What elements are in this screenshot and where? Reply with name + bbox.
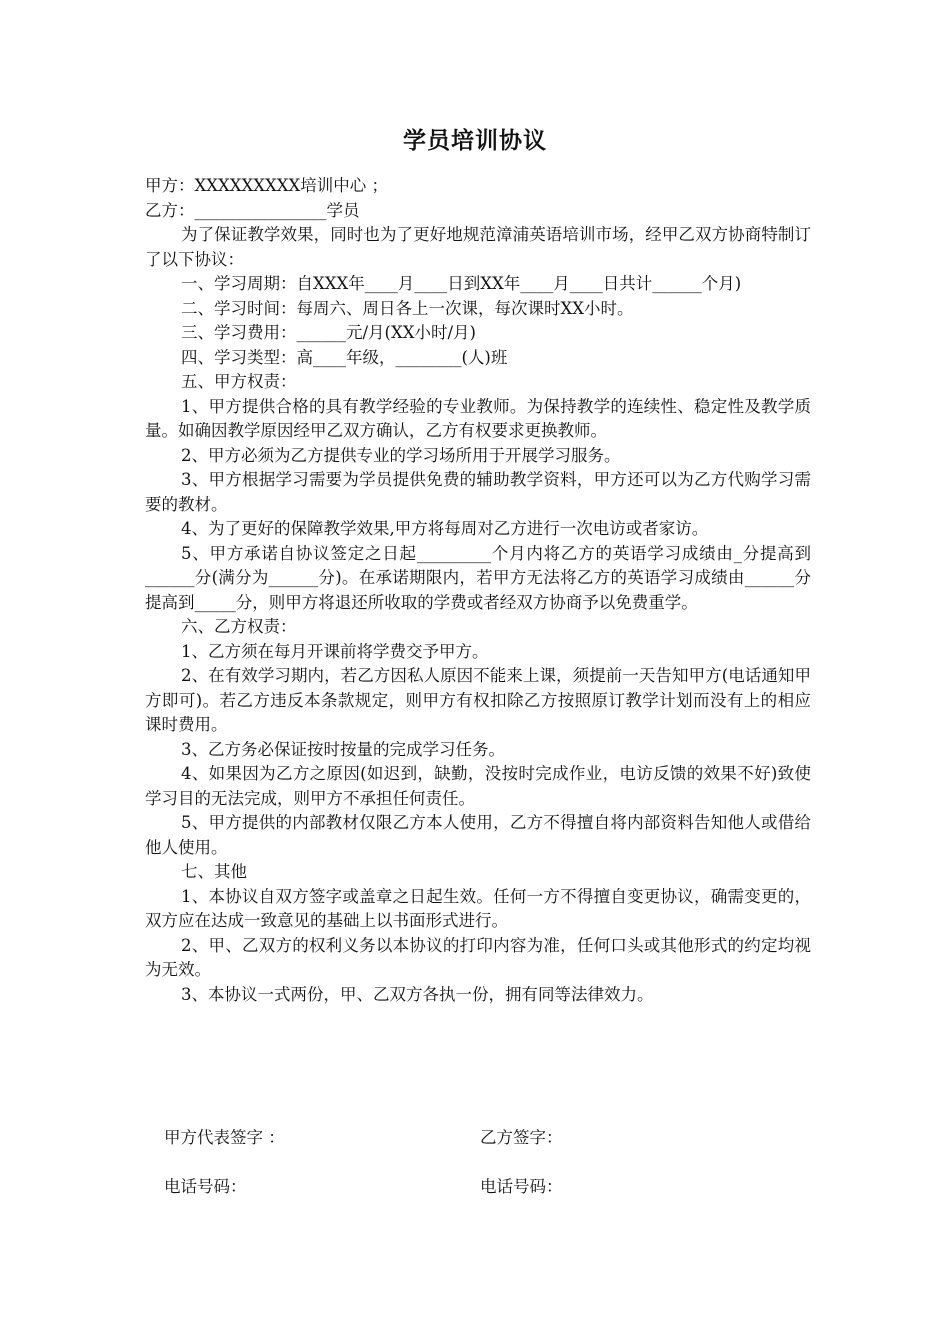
section-heading-party-b: 六、乙方权责： bbox=[181, 617, 297, 636]
party-b-clause-2: 2、在有效学习期内，若乙方因私人原因不能来上课，须提前一天告知甲方(电话通知甲方即可)。若乙方违反本条款规定，则甲方有权扣除乙方按照原订教学计划而没有上的相应课时费用。 bbox=[145, 666, 811, 734]
party-b-clause-5: 5、甲方提供的内部教材仅限乙方本人使用，乙方不得擅自将内部资料告知他人或借给他人使用。 bbox=[145, 813, 811, 857]
party-b-clause-3: 3、乙方务必保证按时按量的完成学习任务。 bbox=[181, 739, 505, 759]
party-b-phone-label: 电话号码： bbox=[480, 1177, 563, 1196]
party-a-clause-3: 3、甲方根据学习需要为学员提供免费的辅助教学资料，甲方还可以为乙方代购学习需要的教材。 bbox=[145, 470, 811, 514]
other-clause-3: 3、本协议一式两份，甲、乙双方各执一份，拥有同等法律效力。 bbox=[181, 984, 654, 1004]
party-a-signature-label: 甲方代表签字 ： bbox=[164, 1128, 285, 1147]
party-a-clause-1: 1、甲方提供合格的具有教学经验的专业教师。为保持教学的连续性、稳定性及教学质量。如确因教学原因经甲乙双方确认，乙方有权要求更换教师。 bbox=[145, 396, 811, 440]
clause-study-time: 二、学习时间：每周六、周日各上一次课，每次课时XX小时。 bbox=[181, 298, 634, 318]
party-a-phone-label: 电话号码： bbox=[164, 1177, 247, 1196]
intro-paragraph: 为了保证教学效果，同时也为了更好地规范漳浦英语培训市场，经甲乙双方协商特制订了以下协议： bbox=[145, 225, 811, 269]
party-b-clause-4: 4、如果因为乙方之原因(如迟到，缺勤，没按时完成作业，电访反馈的效果不好)致使学习目的无法完成，则甲方不承担任何责任。 bbox=[145, 764, 811, 808]
document-title: 学员培训协议 bbox=[403, 128, 547, 154]
party-b-clause-1: 1、乙方须在每月开课前将学费交予甲方。 bbox=[181, 641, 489, 661]
party-a-clause-4: 4、为了更好的保障教学效果,甲方将每周对乙方进行一次电访或者家访。 bbox=[181, 519, 709, 538]
party-b-signature-label: 乙方签字： bbox=[480, 1128, 563, 1147]
party-b-line: 乙方：________________学员 bbox=[145, 200, 360, 220]
section-heading-other: 七、其他 bbox=[181, 862, 247, 881]
other-clause-1: 1、本协议自双方签字或盖章之日起生效。任何一方不得擅自变更协议，确需变更的，双方应在达成一致意见的基础上以书面形式进行。 bbox=[145, 886, 811, 930]
clause-study-period: 一、学习周期：自XXX年____月____日到XX年____月____日共计______个月) bbox=[181, 274, 742, 293]
other-clause-2: 2、甲、乙双方的权利义务以本协议的打印内容为准，任何口头或其他形式的约定均视为无效。 bbox=[145, 935, 811, 979]
clause-study-fee: 三、学习费用：______元/月(XX小时/月) bbox=[181, 323, 476, 342]
clause-study-type: 四、学习类型：高____年级，________(人)班 bbox=[181, 347, 508, 367]
party-a-clause-2: 2、甲方必须为乙方提供专业的学习场所用于开展学习服务。 bbox=[181, 445, 621, 465]
document-body bbox=[145, 174, 811, 1007]
party-a-line: 甲方：XXXXXXXXX培训中心 ； bbox=[145, 176, 388, 195]
party-a-clause-5: 5、甲方承诺自协议签定之日起_________个月内将乙方的英语学习成绩由_分提高到______分(满分为______分)。在承诺期限内，若甲方无法将乙方的英语学习成绩由______分提高到_____分，则甲方将退还所收取的学费或者经双方协商予以免费重学。 bbox=[145, 543, 811, 612]
section-heading-party-a: 五、甲方权责： bbox=[181, 372, 297, 391]
